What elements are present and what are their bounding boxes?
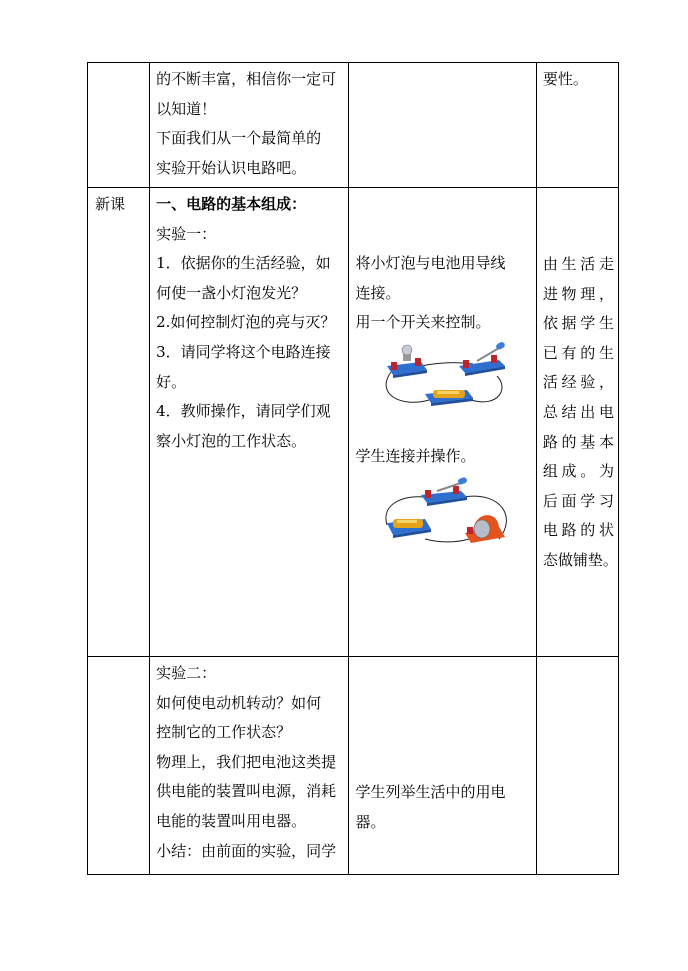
- text-line: 下面我们从一个最简单的: [156, 129, 322, 148]
- text-line: 电路的状: [542, 521, 614, 540]
- text-line: 总结出电: [542, 402, 614, 421]
- table-row: [88, 657, 619, 875]
- text-line: 已有的生: [542, 343, 614, 362]
- lesson-plan-table: [87, 62, 619, 875]
- text-line: 组成。为: [542, 462, 614, 481]
- text-line: 活经验，: [542, 373, 614, 392]
- text-line: 实验二：: [156, 664, 217, 682]
- cell-teacher-activity: [150, 188, 349, 657]
- text-line: 学生列举生活中的用电: [355, 783, 506, 801]
- text-line: 路的基本: [542, 432, 614, 451]
- cell-teacher-activity: [150, 63, 349, 188]
- text-line: 以知道！: [156, 99, 217, 118]
- cell-design-intent: [536, 63, 618, 188]
- circuit-bulb-switch-illustration: [381, 342, 511, 412]
- text-line: 连接。: [355, 283, 401, 302]
- cell-stage: [88, 657, 150, 875]
- cell-stage: [88, 63, 150, 188]
- text-line: 小结：由前面的实验，同学: [156, 841, 337, 860]
- cell-design-intent: [536, 188, 618, 657]
- text-line: 实验一：: [156, 224, 217, 243]
- cell-student-activity: [349, 657, 536, 875]
- circuit-motor-switch-illustration: [381, 477, 511, 555]
- stage-label: 新课: [95, 195, 126, 213]
- text-line: 的不断丰富，相信你一定可: [156, 70, 337, 88]
- cell-design-intent: [536, 657, 618, 875]
- text-line: 用一个开关来控制。: [355, 313, 491, 332]
- cell-teacher-activity: [150, 657, 349, 875]
- text-line: 2.如何控制灯泡的亮与灭？: [156, 313, 336, 332]
- text-line: 器。: [355, 812, 386, 831]
- table-row: [88, 188, 619, 657]
- text-line: 察小灯泡的工作状态。: [156, 431, 307, 450]
- text-line: 电能的装置叫用电器。: [156, 811, 307, 830]
- text-line: 后面学习: [542, 491, 614, 510]
- text-line: 将小灯泡与电池用导线: [355, 254, 506, 272]
- text-line: 控制它的工作状态？: [156, 723, 292, 742]
- text-line: 物理上，我们把电池这类提: [156, 752, 337, 771]
- text-line: 态做铺垫。: [542, 550, 618, 569]
- text-line: 如何使电动机转动？如何: [156, 693, 322, 712]
- text-line: 进物理，: [542, 284, 614, 303]
- text-line: 依据学生: [542, 314, 614, 333]
- text-line: 由生活走: [542, 255, 614, 273]
- section-heading: 一、电路的基本组成：: [156, 195, 307, 213]
- cell-student-activity: [349, 63, 536, 188]
- cell-stage: [88, 188, 150, 657]
- text-line: 好。: [156, 372, 187, 391]
- text-line: 要性。: [542, 70, 588, 88]
- text-line: 实验开始认识电路吧。: [156, 158, 307, 177]
- text-line: 3．请同学将这个电路连接: [156, 342, 331, 361]
- cell-student-activity: [349, 188, 536, 657]
- table-row: [88, 63, 619, 188]
- text-line: 4．教师操作，请同学们观: [156, 402, 331, 421]
- text-line: 1．依据你的生活经验，如: [156, 254, 331, 273]
- text-line: 供电能的装置叫电源，消耗: [156, 782, 337, 801]
- text-line: 何使一盏小灯泡发光？: [156, 283, 307, 302]
- text-line: 学生连接并操作。: [355, 446, 476, 465]
